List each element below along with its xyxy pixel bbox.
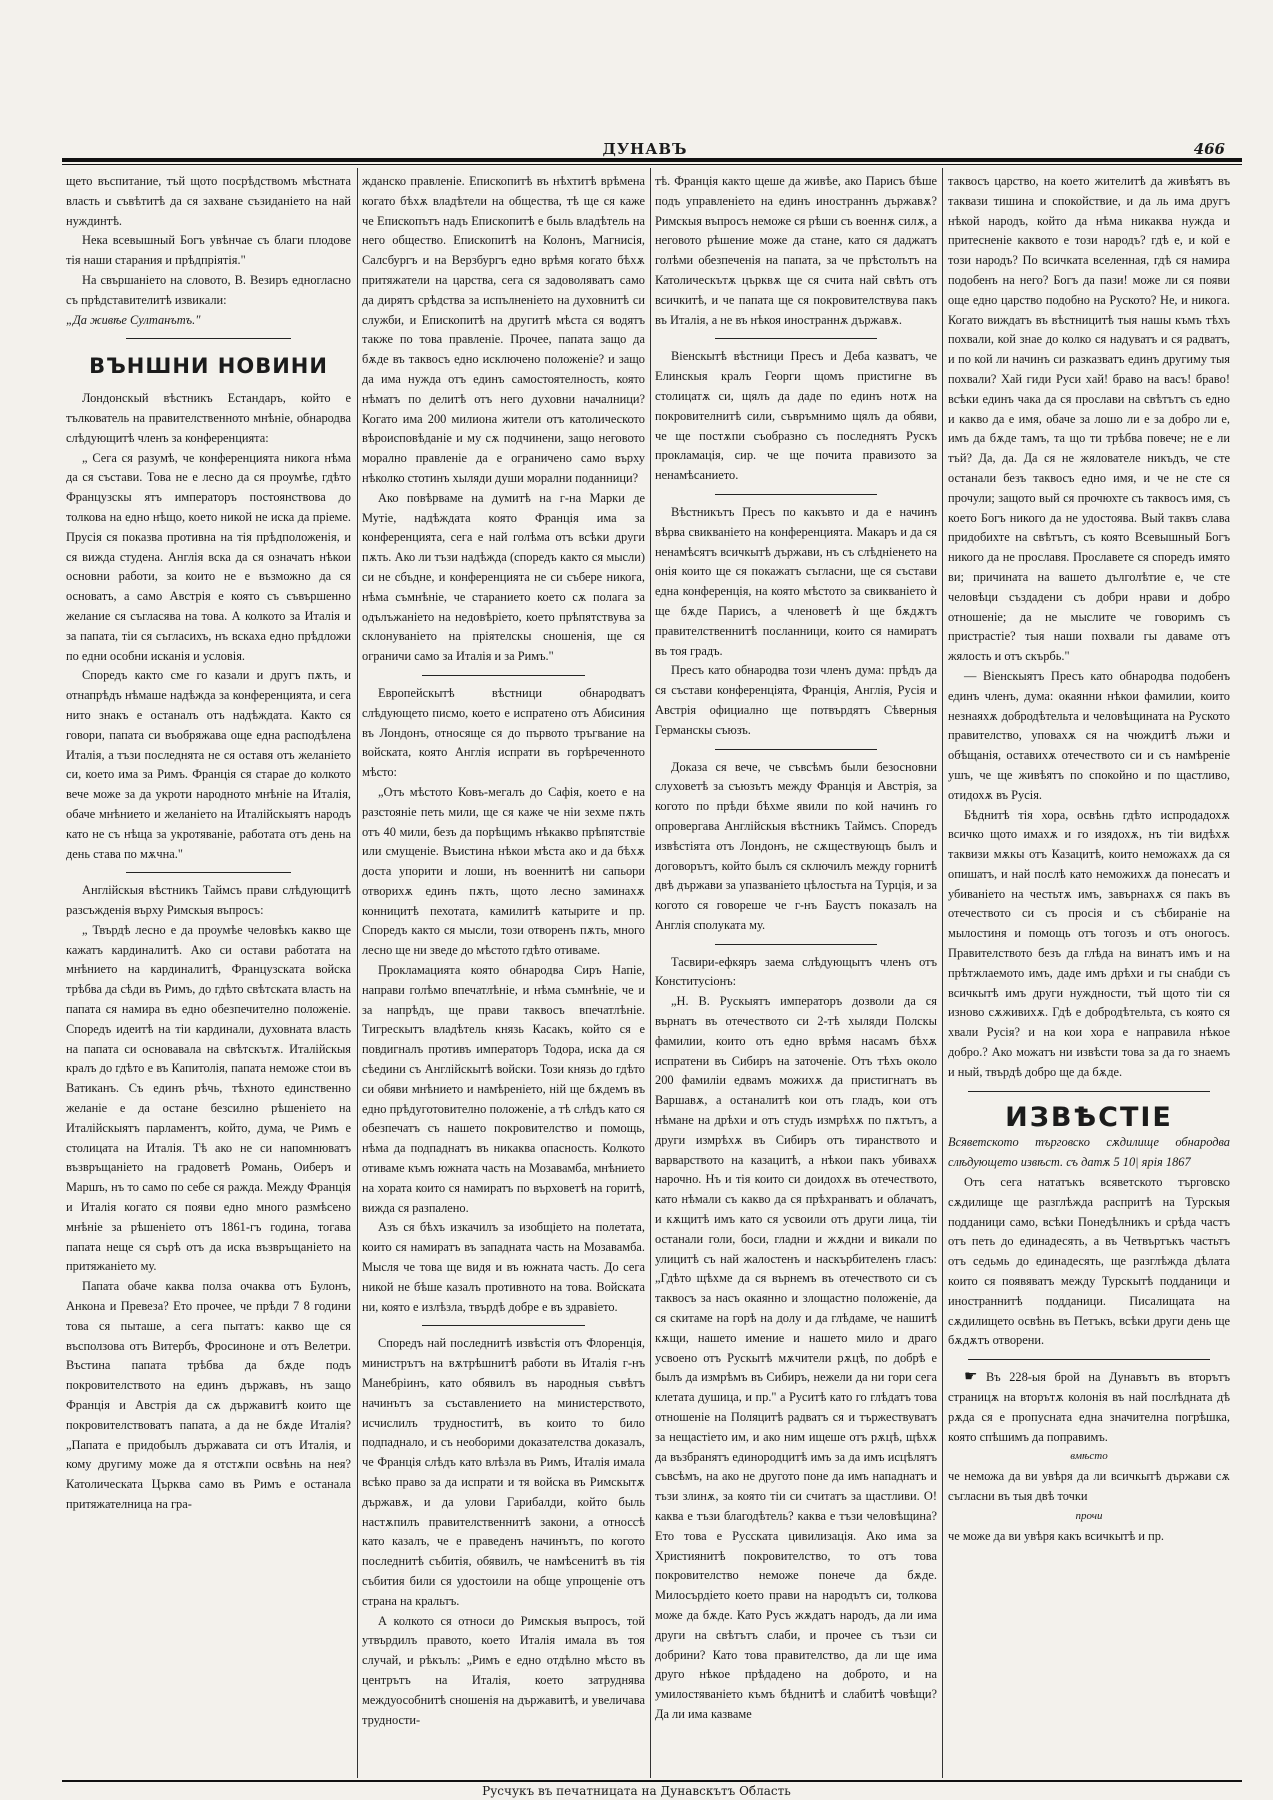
column-1 <box>66 172 351 1776</box>
paragraph: Пресъ като обнародва този членъ дума: прѣдъ да ся състави конференціята, Франція, Англія, Русія и Австрія официално ще потвърдятъ Сѣверныя Германскы съюзъ. <box>655 663 937 737</box>
divider <box>422 1325 585 1326</box>
paragraph: Доказа ся вече, че съвсѣмъ были безосновни слуховетѣ за съюзътъ между Франція и Австрія, за когото по прѣди бѣхме явили по кой начинъ го опровергава Англійскыя вѣстникъ Таймсъ. Споредъ извѣстіята отъ Лондонъ, не сѫществующъ былъ и договорътъ, който былъ ся сключилъ между горнитѣ двѣ държави за упазваніето цѣлостьта на Турція, и за когото ся говореше че г-нъ Баустъ показалъ на Англія сполуката му. <box>655 759 937 932</box>
column-divider <box>942 168 943 1778</box>
paragraph: „ Сега ся разумѣ, че конференцията никога нѣма да ся състави. Това не е лесно да ся проумѣе, гдѣто Французскы ятъ императоръ постоянствова до толкова на едно нѣщо, което никой не иска да пріеме. Прусія ся показва противна на тія прѣдположенія, и ся вижда студена. Англія вска да ся означатъ нѣкои основни работи, за които не е възможно да ся основатъ, а само Австрія е която съ съвършенно желание ся съгласява на това. А колкото за Италія и за папата, тіи ся съгласихъ, нъ вскаха едно прѣдложи по едни особни исканія и условія. <box>66 450 351 663</box>
paragraph: Бѣднитѣ тія хора, освѣнь гдѣто испродадохѫ всичко щото имахѫ и го изядохѫ, нъ тіи видѣхѫ таквизи мѫкы отъ Казацитѣ, които неможахѫ да ся опишатъ, и най послѣ като неможихѫ да понесатъ и убиваніето на честьтѫ имъ, завърнахѫ ся пакъ въ отечеството си съ просія и съ сѣбираніе на мылостиня и помощь отъ тогозъ и отъ оногосъ. Правителството безъ да глѣда на винатъ имъ и на прѣтжлаемото имъ, даде имъ дрѣхи и гы снабди съ всичкытѣ имъ други нуждности, тъй щото тіи ся изново сѫживихѫ. Гдѣ е добродѣтельта, съ която ся хвали Русія? и на кои хора е направила нѣкое добро.? Ако можатъ ни извѣсти това за да го знаемъ и ный, твърдѣ добро ще да бѫде. <box>948 807 1230 1079</box>
paragraph: Папата обаче каква полза очаква отъ Булонъ, Анкона и Превеза? Ето прочее, че прѣди 7 8 години това ся пыташе, а сега пытатъ: какво ще ся въсползова отъ Витербъ, Фросиноне и отъ Велетри. Въстина папата трѣбва да бѫде подъ покровителството на единъ държавъ, нъ защо Франція и Австрія да сѫ държавитѣ които ще покровителствоватъ папата, а да не бѫде Италія? „Папата е придобылъ държавата си отъ Италія, и кому другиму може да я отстѫпи освѣнь на нея? Католическата Църква само въ Римъ е останала притяжателница на гра- <box>66 1279 351 1511</box>
paragraph: Отъ сега нататъкъ всяветското търговско сѫдилище ще разглѣжда распритѣ на Турскыя подданици само, всѣки Понедѣлникъ и срѣда частъ отъ петь до единадесять, а въ Четвъртъкъ частьтъ отъ седьмь до единадесять, ще разглѣжда дѣлата които ся появяватъ между Турскытѣ подданици и иностраннитѣ подданици. Писалищата на сѫдилището освѣнь въ Петъкъ, всѣки други день ще бѫдѫтъ отворени. <box>948 1175 1230 1348</box>
page-number: 466 <box>1193 140 1225 158</box>
paragraph: А колкото ся относи до Римскыя въпросъ, той утвърдилъ правото, което Италія имала въ тоя случай, и рѣкълъ: „Римъ е едно отдѣлно мѣсто въ центрътъ на Италія, което затруднява междуособнитѣ сношенія на държавитѣ, и увеличава трудности- <box>362 1613 645 1727</box>
pointing-hand-icon: ☛ <box>964 1369 978 1386</box>
printer-imprint: Русчукъ въ печатницата на Дунавскътъ Область <box>482 1784 791 1798</box>
column-divider <box>357 168 358 1778</box>
paragraph: Споредъ най последнитѣ извѣстія отъ Флоренція, министрътъ на вѫтрѣшнитѣ работи въ Италія г-нъ Манебрiинъ, като обявилъ въ народныя съвѣтъ начинътъ за съставлениeто на министерството, исчислилъ трудноститѣ, въ които то било подпаднало, и съ необорими доказателства доказалъ, че Франція слѣдъ като влѣзла въ Римъ, Италія имала всѣко право за да испрати и тя войска въ Римскытѫ държавѫ, и да улови Гарибалди, който быль настѫпилъ правителственнитѣ закони, а относсѣ като казалъ, че е праведенъ начинътъ, по когото последнитѣ събитія, обявилъ, че намѣсенитѣ въ тія събития били ся удостоили на обще упрощеніе отъ страна на кральтъ. <box>362 1336 645 1608</box>
correction-text: Въ 228-ыя брой на Дунавътъ въ вторътъ страницѫ на вторътѫ колонія въ най послѣдната дѣ рѫда ся е пропусната една значителна погрѣшка, която спѣшимъ да поправимъ. <box>948 1370 1230 1444</box>
announcement-subtitle: Всяветското търговско сѫдилище обнародва слѣдующето извѣст. съ датѫ 5 10| ярія 1867 <box>948 1135 1230 1170</box>
paragraph: щето въспитание, тъй щото посрѣдствомъ мѣстната власть и съвѣтитѣ да ся захване съзиданіето на най нуждинтѣ. <box>66 174 351 228</box>
bottom-rule <box>62 1780 1242 1782</box>
paragraph: тѣ. Франція както щеше да живѣе, ако Парисъ бѣше подъ управленіето на единъ иностраннъ държавѫ? Римскыя въпросъ неможе ся рѣши съ военнѫ силѫ, а неговото рѣшение може да стане, като ся даджатъ голѣми обезпеченія на папата, за че прѣстолътъ на Католическътѫ църквѫ ще ся счита най свѣтъ отъ всичкитѣ, и че папата ще ся покровителствува пакъ въ Италія, а не въ нѣкоя иностраннѫ държавѫ. <box>655 174 937 327</box>
paragraph: Прокламацията която обнародва Сиръ Напіе, направи голѣмо впечатлѣніе, и нѣма съмнѣніе, че и за напрѣдъ, ще прави таквосъ впечатлѣніе. Тигрескытъ владѣтель князь Касакъ, който ся е повдигналъ противъ императоръ Тодора, иска да ся сѣедини съ Англійскытѣ войски. Този князь до гдѣто си обяви мнѣнието и намѣреніето, нiй ще бѫдемъ въ едно прѣдуготовително положеніе, а тѣ слѣдъ като ся обезпечатъ съ нашето покровителство и помощь, нѣма да подпаднатъ въ никаква опасность. Колкото отиваме къмъ южната часть на Мозавамба, мнѣнието на хората които ся намиратъ по върховетѣ на горитѣ, вижда ся разпалено. <box>362 963 645 1215</box>
paragraph: Тасвири-ефкяръ заема слѣдующытъ членъ отъ Конститусіонъ: <box>655 954 937 989</box>
quote: „Да живѣе Султанътъ." <box>66 312 201 327</box>
paragraph: Лондонскый вѣстникъ Естандаръ, който е тълкователь на правителственното мнѣніе, обнародва слѣдующитѣ членъ за конференцията: <box>66 391 351 445</box>
column-4 <box>948 172 1230 1776</box>
paragraph: „ Твърдѣ лесно е да проумѣе человѣкъ какво ще кажатъ кардиналитѣ. Ако си остави работата на мнѣнието на кардиналитѣ, Французската войска трѣбва да сѣди въ Римъ, до гдѣто свѣтската власть на папата ся намира въ едно обезпечително положеніе. Споредъ идеитѣ на тіи кардинали, духовната власть на папата си основавала на свѣтскътѫ. Италійскыя кралъ до гдѣто е въ Капитолія, папата неможе стои въ Ватиканъ. Съ единъ рѣчь, тѣхното единственно желаніе е да остане безсилно рѣшеніето на Италійскыятъ парламентъ, който, дума, че Римъ е столицата на Италія. Тѣ ако не си напомнюватъ възвръщаніето на градоветѣ Романь, Оиберъ и Маршъ, нъ то само по себе ся ражда. Между Франція и Италія когато ся появи едно много размѣсено мнѣніе за рѣшеніето отъ 1861-гъ година, тогава папата неще ся сърѣ отъ да иска възвръщаніето на притяжаніето му. <box>66 922 351 1274</box>
paragraph: „Н. В. Рускыятъ императоръ дозволи да ся върнатъ въ отечеството си 2-тѣ хыляди Полскы фамилии, които отъ едно врѣмя насамъ бѣхѫ испратени въ Сибиръ на заточеніе. Отъ тѣхъ около 200 фамиліи едвамъ можихѫ да пристигнатъ въ Варшавѫ, а останалитѣ кои отъ гладъ, кои отъ нѣмане на дрѣхи и отъ студъ измрѣхѫ по пѫтътъ, а други измрѣхѫ въ Сибиръ отъ тиранството и варварството на казацитѣ, а нѣкои пакъ убивахѫ нарочно. Нъ и тія които си доидохѫ въ отечеството, като нѣмали съ какво да ся прѣхранватъ и облачатъ, и кѫщитѣ имъ като ся усвоили отъ други лица, тіи останали голи, боси, гладни и жѫдни и викали по улицитѣ съ най жалостенъ и наскърбителенъ гласъ: „Гдѣто щѣхме да ся върнемъ въ отечеството си съ таквосъ за насъ окаянно и злощастно положеніе, да ся скитаме на горѣ на долу и да глѣдаме, че нашитѣ кѫщи, нашето имение и нашето мило и драго усвоено отъ Рускытѣ мѫчители рѫцѣ, по добрѣ е былъ да измрѣмъ въ Сибиръ, нежели да ни гори сега клетата душица, и пр." а Руситѣ като го глѣдатъ това отношеніе на Поляцитѣ радватъ ся и тържествуватъ за нещастіето им, и ако ним ищеше отъ рѫцѣ, щѣхѫ да възбранятъ единородцитѣ имъ за да имъ исцѣлятъ съвсѣмъ, на ако не другото поне да имъ нападнатъ и тъзи злинѫ, за която тіи си считатъ за щастливи. О! каква е тъзи благодѣтель? каква е тъзи человѣщина? Ето това е Русската цивилизація. Ако има за Християнитѣ покровителство, то отъ това покровителство неможе понече да бѫде. Милосърдіето което прави на народътъ си, толкова може да бѫде. Като Русъ жѫдатъ народъ, да ли има други на свѣтътъ слаби, и прочее съ тъзи си добрини? Като това правителство, да ли ще има друго нѣкое прѣдадено на доброто, и на умилостяваніето къмъ бѣднитѣ и слабитѣ човѣщи? Да ли има казваме <box>655 994 937 1721</box>
divider <box>126 872 291 873</box>
announcement-heading: ИЗВѢСТІЕ <box>1005 1101 1173 1133</box>
paragraph <box>948 1368 1230 1447</box>
paragraph: Европейскытѣ вѣстници обнародватъ слѣдующето писмо, което е испратено отъ Абисиния въ Лондонъ, относяще ся до първото тръгвание на войската, която Англія испрати въ горѣреченното мѣсто: <box>362 685 645 780</box>
label-read: прочи <box>1075 1509 1103 1522</box>
top-rule <box>62 158 1242 162</box>
section-heading: ВЪНШНИ НОВИНИ <box>89 354 328 379</box>
newspaper-title: ДУНАВЪ <box>602 140 688 158</box>
paragraph: Вѣстникътъ Пресъ по какъвто и да е начинъ вѣрва свикваніето на конференцията. Макаръ и да ся ненамѣсятъ всичкытѣ държави, нъ съ слѣдніенето на онія които ще ся покажатъ съгласни, ще ся състави една конференція, на която мѣстото за свикваніето ѝ ще бѫде Парисъ, а членоветѣ ѝ ще бѫдѫтъ правителственнитѣ посланници, които ся намиратъ въ тоя градъ. <box>655 504 937 658</box>
paragraph: Споредъ както сме го казали и другъ пѫть, и отнапрѣдъ нѣмаше надѣжда за конференцията, и сега нито знакъ е останалъ отъ надѣждата. Както ся говори, папата си въобряжава още една расподѣлена Италія, а тъзи последнята не ся оставя отъ желаніето си, което има за Римъ. Франція ся старае до колкото вече може за да укроти народното мнѣніе на Италія, обаче мнѣнието и желаніето на Италійскыятъ народъ като не съ нѣща за укротяваніе, работата отъ день на день става по мѫчна." <box>66 668 351 861</box>
paragraph: Ако повѣрваме на думитѣ на г-на Марки де Мутіе, надѣждата която Франція има за конференцията, сега е най голѣма отъ всѣки други пѫть. Ако ли тъзи надѣжда (споредъ както ся мысли) си не сбъдне, и конференцията не си съберe никога, нѣма съмнѣніе, че старанието което сѫ полага за одълъжаніето на недовѣріето, което прѣпятствува за склонуваніето на пріятелскы сношенія, ще ся ограничи само за Италія и за Римъ." <box>362 490 645 664</box>
divider <box>422 675 585 676</box>
paragraph: Віенскытѣ вѣстници Пресъ и Деба казватъ, че Елинскыя кралъ Георги щомъ пристигне въ столицатѫ си, щялъ да даде по единъ нотѫ на покровителнитѣ сили, съвръмнимо щялъ да обяви, че ще постѫпи съобразно съ последнятъ Рускъ прокламація, сир. че ще почита правизото за ненамѣсанието. <box>655 349 937 483</box>
divider <box>715 494 877 495</box>
paragraph: таквосъ царство, на което жителитѣ да живѣятъ въ таквази тишина и спокойствие, и да ль има другъ нѣкой народъ, който да нѣма никаква нужда и притесненіе каквото е този народъ? гдѣ е, и кой е този народъ? По всичката вселенная, гдѣ ся намира подобенъ на него? Богъ да пази! може ли ся появи още едно царство подобно на Руското? Не, и никога. Когато виждатъ въ вѣстницитѣ тыя нашы къмъ тѣхъ похвали, кой знае до колко ся надуватъ и ся радватъ, и по кой ли начинъ си разказватъ единъ другиму тыя похвали? Хай гиди Руси хай! браво на васъ! браво! всѣки единъ чака да ся прослави на свѣтътъ съ едно и какво да е имя, обаче за лошо ли е за добро ли е, имъ да бѫде тамъ, та що ти трѣбва повече; не е ли тъй? Да, да. Да ся не жялователе никъдъ, че сте останали безъ таквосъ едно имя, и че не сте ся прочули; защото вый ся прочюхте съ таквосъ имя, съ което Богъ никого да не удостоява. Вый таквъ слава придобихте на свѣтътъ, съ която Всевышный Богъ никого да не прославя. Прославете ся споредъ имято ви; причината на вашето дълголѣтие е, че сте человѣци създадени съ добри нрави и добро отношеніе; да не мыслите че говоримъ съ пристрастіе? тыя наши похвали гы даваме отъ жялость и отъ скърбь." <box>948 174 1230 664</box>
column-2 <box>362 172 645 1776</box>
label-instead: вмѣсто <box>1070 1450 1108 1463</box>
paragraph: Азъ ся бѣхъ изкачилъ за изобщіето на полетата, които ся намиратъ въ западната часть на Мозавамба. Мысля че това ще видя и въ южната часть. До сега никой не бѣше казалъ противното на това. Войската ни, която е излѣзла, твърдѣ добре е въ здравіето. <box>362 1220 645 1314</box>
divider <box>126 338 291 339</box>
column-3 <box>655 172 937 1776</box>
paragraph: Нека всевышный Богъ увѣнчае съ благи плодове тія наши старания и прѣдпріятія." <box>66 233 351 268</box>
column-divider <box>650 168 651 1778</box>
paragraph: че може да ви увѣря какъ всичкытѣ и пр. <box>948 1528 1165 1543</box>
divider <box>715 749 877 750</box>
paragraph: — Віенскыятъ Пресъ като обнародва подобенъ единъ членъ, дума: окаянни нѣкои фамилии, които незнаяхѫ добродѣтельта и человѣщината на Руското правителство, уповахѫ ся на чюждитѣ лъжи и обѣщанія, оставихѫ отечеството си и съ намѣреніе ушъ, че ще живѣятъ по спокойно и по щастливо, отидохѫ въ Русія. <box>948 668 1230 802</box>
paragraph: „Отъ мѣстото Ковъ-мегалъ до Сафія, което е на разстояніе петь мили, ще ся каже че нiи зехме пѫть отъ 40 мили, безъ да порѣщимъ нѣкакво прѣпятствіе или смущеніе. Въистина нѣкои мѣста ако и да бѣхѫ доста упорити и лоши, нъ военнитѣ ни сапьори отворихѫ единъ пѫть, щото лесно заминахѫ конницитѣ пехотата, камилитѣ катырите и пр. Споредъ както ся мысли, този отворенъ пѫть, много лесно ще ни зведе до мѣстото гдѣто отиваме. <box>362 784 645 958</box>
paragraph: Англійскыя вѣстникъ Таймсъ прави слѣдующитѣ разсъжденія върху Римскыя въпросъ: <box>66 883 351 918</box>
divider <box>968 1091 1210 1092</box>
divider <box>968 1359 1210 1360</box>
paragraph: На свършаніето на словото, В. Везиръ едногласно съ прѣдставителитѣ извикали: <box>66 272 351 307</box>
top-rule-thin <box>62 164 1242 165</box>
divider <box>715 338 877 339</box>
paragraph: жданско правленіе. Епископитѣ въ нѣхтитѣ врѣмена когато бѣхѫ владѣтели на общества, тѣ ще ся каже че Епископътъ надъ Епископитѣ е быль владѣтель на него общество. Епископитѣ на Колонъ, Магнисія, Салсбургъ и на Верзбургъ едно врѣмя когато бѣхѫ притяжатели на царства, сега ся задоволяватъ само да дирятъ срѣдства за испълненіето на духовнитѣ си служби, и Епископитѣ на другитѣ мѣста ся водятъ также по това правленіе. Прочее, папата защо да бѫде въ таквосъ едно исключено положеніе? и защо да има нужда отъ единъ самостоятелность, която нѣматъ по делитѣ отъ него духовни началници? Когато има 200 милиона жители отъ католическото вѣроисповѣданіе и му сѫ подчинени, защо неговото морално правленіе да е ограничено само върху нѣколко стотинъ хыляди души морални поданници? <box>362 174 645 485</box>
paragraph: че неможа да ви увѣря да ли всичкытѣ държави сѫ съгласни въ тыя двѣ точки <box>948 1469 1230 1503</box>
divider <box>715 944 877 945</box>
